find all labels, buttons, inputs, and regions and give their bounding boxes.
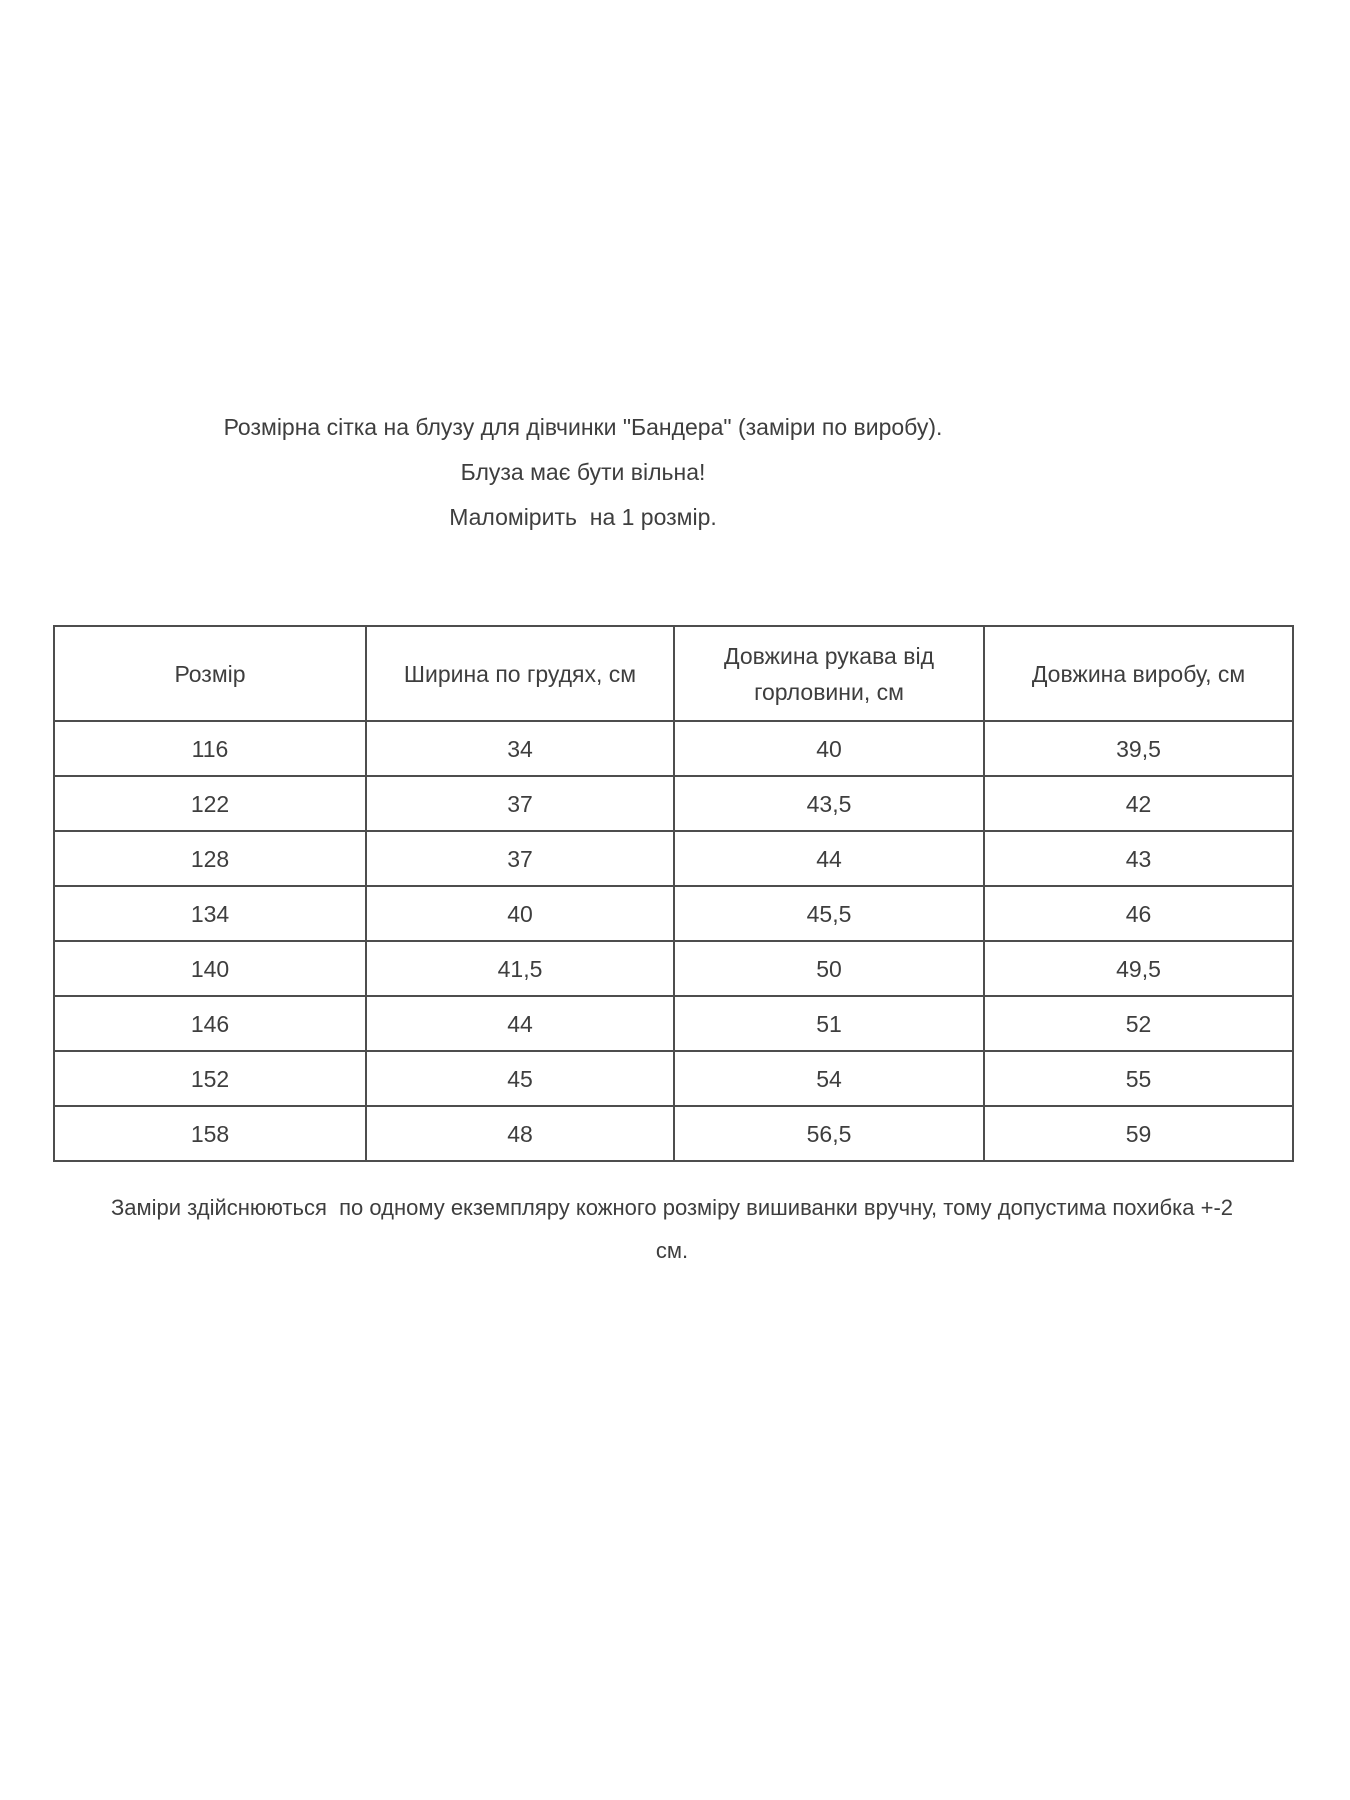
table-cell: 37 — [366, 776, 674, 831]
table-cell: 122 — [54, 776, 366, 831]
table-cell: 146 — [54, 996, 366, 1051]
table-row — [54, 1051, 1293, 1106]
title-sizing-note: Маломірить на 1 розмір. — [449, 504, 717, 530]
header-cell-item-length: Довжина виробу, см — [984, 626, 1293, 721]
table-cell: 55 — [984, 1051, 1293, 1106]
table-header-row — [54, 626, 1293, 721]
table-cell: 152 — [54, 1051, 366, 1106]
table-row — [54, 941, 1293, 996]
table-cell: 116 — [54, 721, 366, 776]
table-cell: 42 — [984, 776, 1293, 831]
table-cell: 40 — [366, 886, 674, 941]
table-cell: 52 — [984, 996, 1293, 1051]
table-cell: 56,5 — [674, 1106, 984, 1161]
table-cell: 43 — [984, 831, 1293, 886]
table-cell: 41,5 — [366, 941, 674, 996]
table-cell: 44 — [674, 831, 984, 886]
table-cell: 46 — [984, 886, 1293, 941]
table-cell: 48 — [366, 1106, 674, 1161]
footer-note — [47, 1186, 1297, 1272]
table-row — [54, 776, 1293, 831]
footer-note-line: см. — [655, 1238, 689, 1263]
table-cell: 34 — [366, 721, 674, 776]
table-row — [54, 886, 1293, 941]
table-cell: 128 — [54, 831, 366, 886]
header-cell-size: Розмір — [54, 626, 366, 721]
table-cell: 134 — [54, 886, 366, 941]
table-row — [54, 831, 1293, 886]
title-fit-note: Блуза має бути вільна! — [460, 459, 706, 485]
table-row — [54, 721, 1293, 776]
table-cell: 50 — [674, 941, 984, 996]
size-chart-table — [53, 625, 1294, 1162]
footer-note-line: Заміри здійснюються по одному екземпляру кожного розміру вишиванки вручну, тому допустима похибка +-2 — [110, 1195, 1234, 1220]
table-cell: 49,5 — [984, 941, 1293, 996]
table-cell: 59 — [984, 1106, 1293, 1161]
table-cell: 45 — [366, 1051, 674, 1106]
table-cell: 51 — [674, 996, 984, 1051]
table-row — [54, 996, 1293, 1051]
table-cell: 140 — [54, 941, 366, 996]
table-cell: 40 — [674, 721, 984, 776]
table-cell: 45,5 — [674, 886, 984, 941]
table-cell: 39,5 — [984, 721, 1293, 776]
table-cell: 44 — [366, 996, 674, 1051]
table-cell: 43,5 — [674, 776, 984, 831]
table-cell: 54 — [674, 1051, 984, 1106]
table-cell: 37 — [366, 831, 674, 886]
page-title: Розмірна сітка на блузу для дівчинки "Бандера" (заміри по виробу). — [223, 414, 943, 440]
table-cell: 158 — [54, 1106, 366, 1161]
title-block — [0, 405, 1166, 540]
header-cell-sleeve-length: Довжина рукава від горловини, см — [674, 626, 984, 721]
header-cell-chest-width: Ширина по грудях, см — [366, 626, 674, 721]
table-row — [54, 1106, 1293, 1161]
